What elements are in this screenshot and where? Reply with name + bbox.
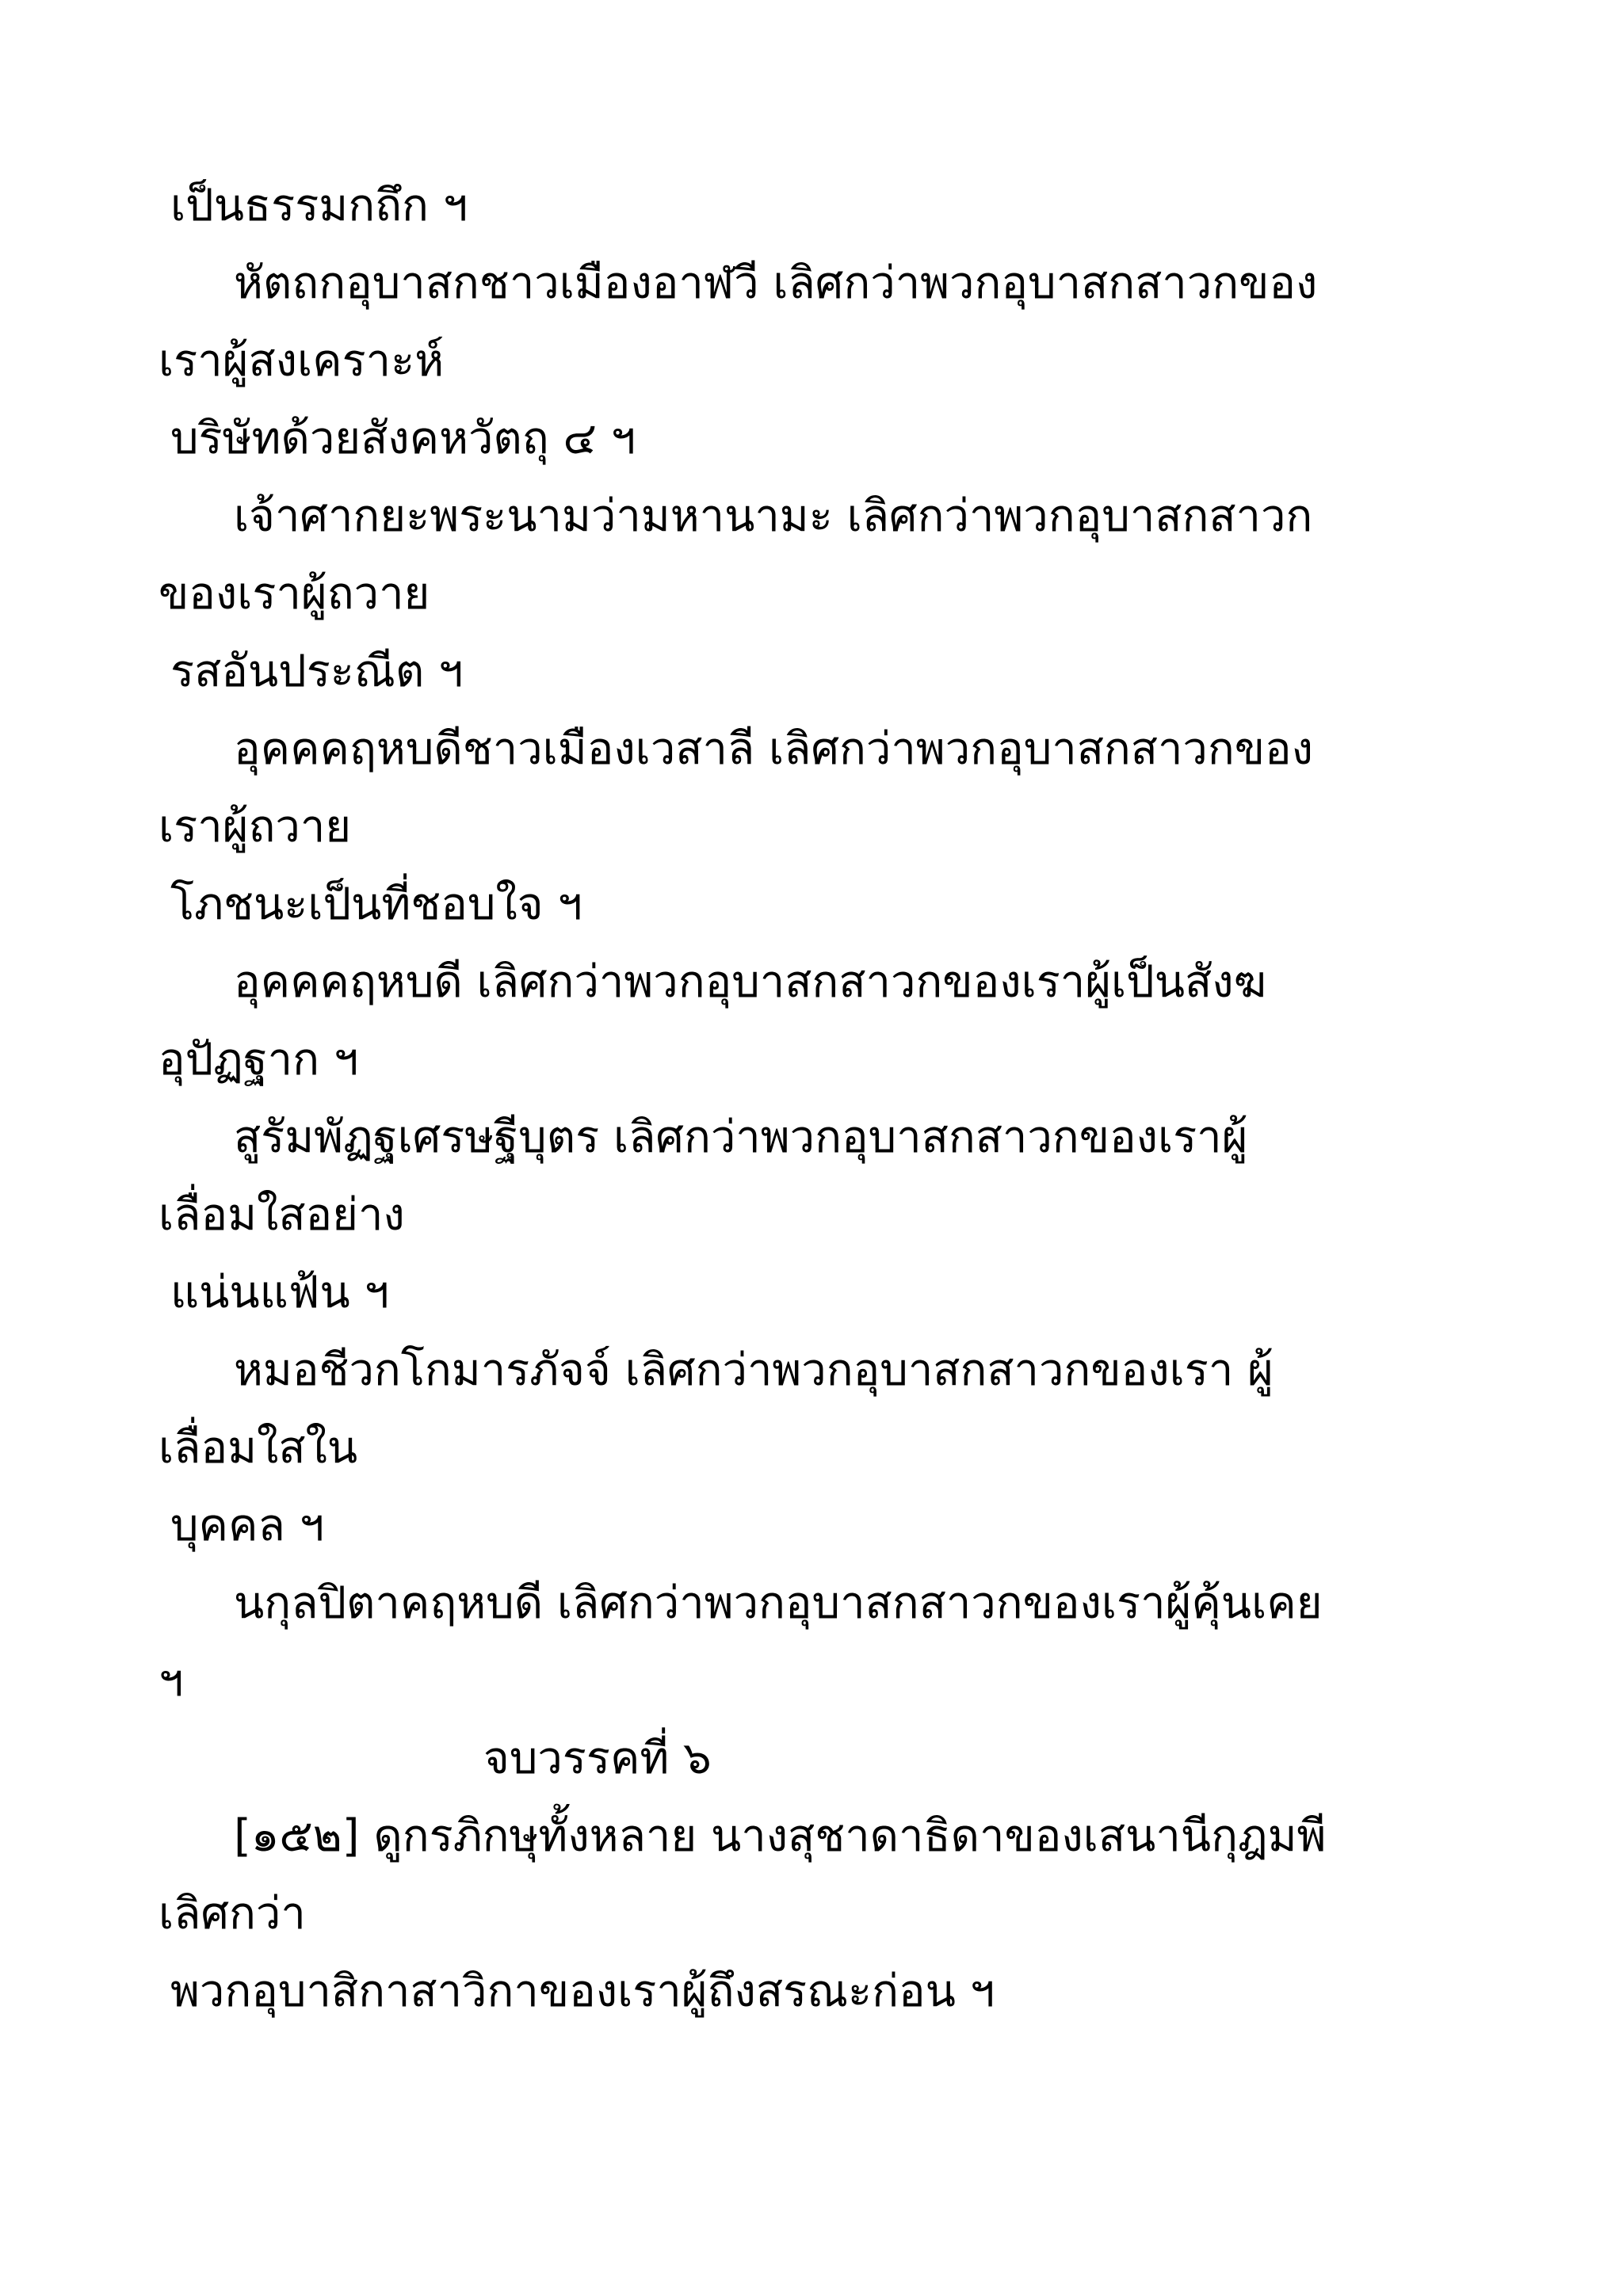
- text-line-20: ฯ: [158, 1655, 184, 1707]
- text-line-11: อุคคคฤหบดี เลิศกว่าพวกอุบาสกสาวกของเราผู้เป็นสังฆ: [234, 956, 1267, 1008]
- text-line-10: โภชนะเป็นที่ชอบใจ ฯ: [170, 879, 582, 930]
- text-line-18: บุคคล ฯ: [170, 1500, 325, 1551]
- text-line-19: นกุลปิตาคฤหบดี เลิศกว่าพวกอุบาสกสาวกของเราผู้คุ้นเคย: [234, 1577, 1323, 1629]
- text-line-4: บริษัทด้วยสังคหวัตถุ ๔ ฯ: [170, 413, 636, 464]
- text-line-24: พวกอุบาสิกาสาวิกาของเราผู้ถึงสรณะก่อน ฯ: [170, 1966, 995, 2017]
- section-end-heading: จบวรรคที่ ๖: [483, 1733, 712, 1784]
- text-line-14: เลื่อมใสอย่าง: [158, 1189, 405, 1241]
- text-line-16: หมอชีวกโกมารภัจจ์ เลิศกว่าพวกอุบาสกสาวกของเรา ผู้: [234, 1344, 1274, 1396]
- text-line-17: เลื่อมใสใน: [158, 1422, 358, 1474]
- text-line-6: ของเราผู้ถวาย: [158, 568, 430, 620]
- text-line-9: เราผู้ถวาย: [158, 801, 352, 852]
- text-line-1: เป็นธรรมกถึก ฯ: [170, 180, 468, 231]
- text-line-5: เจ้าศากยะพระนามว่ามหานามะ เลิศกว่าพวกอุบาสกสาวก: [234, 490, 1313, 542]
- text-line-7: รสอันประณีต ฯ: [170, 646, 464, 697]
- text-line-13: สูรัมพัฏฐเศรษฐีบุตร เลิศกว่าพวกอุบาสกสาวกของเราผู้: [234, 1112, 1248, 1163]
- text-line-22: [๑๕๒] ดูกรภิกษุทั้งหลาย นางสุชาดาธิดาของเสนานีกุฎมพี: [234, 1810, 1327, 1862]
- text-line-15: แน่นแฟ้น ฯ: [170, 1267, 389, 1318]
- text-line-8: อุคคคฤหบดีชาวเมืองเวสาลี เลิศกว่าพวกอุบาสกสาวกของ: [234, 723, 1314, 775]
- text-line-3: เราผู้สงเคราะห์: [158, 335, 445, 387]
- text-line-12: อุปัฏฐาก ฯ: [158, 1034, 359, 1085]
- text-line-2: หัตถกอุบาสกชาวเมืองอาฬวี เลิศกว่าพวกอุบาสกสาวกของ: [234, 257, 1318, 309]
- text-line-23: เลิศกว่า: [158, 1888, 306, 1939]
